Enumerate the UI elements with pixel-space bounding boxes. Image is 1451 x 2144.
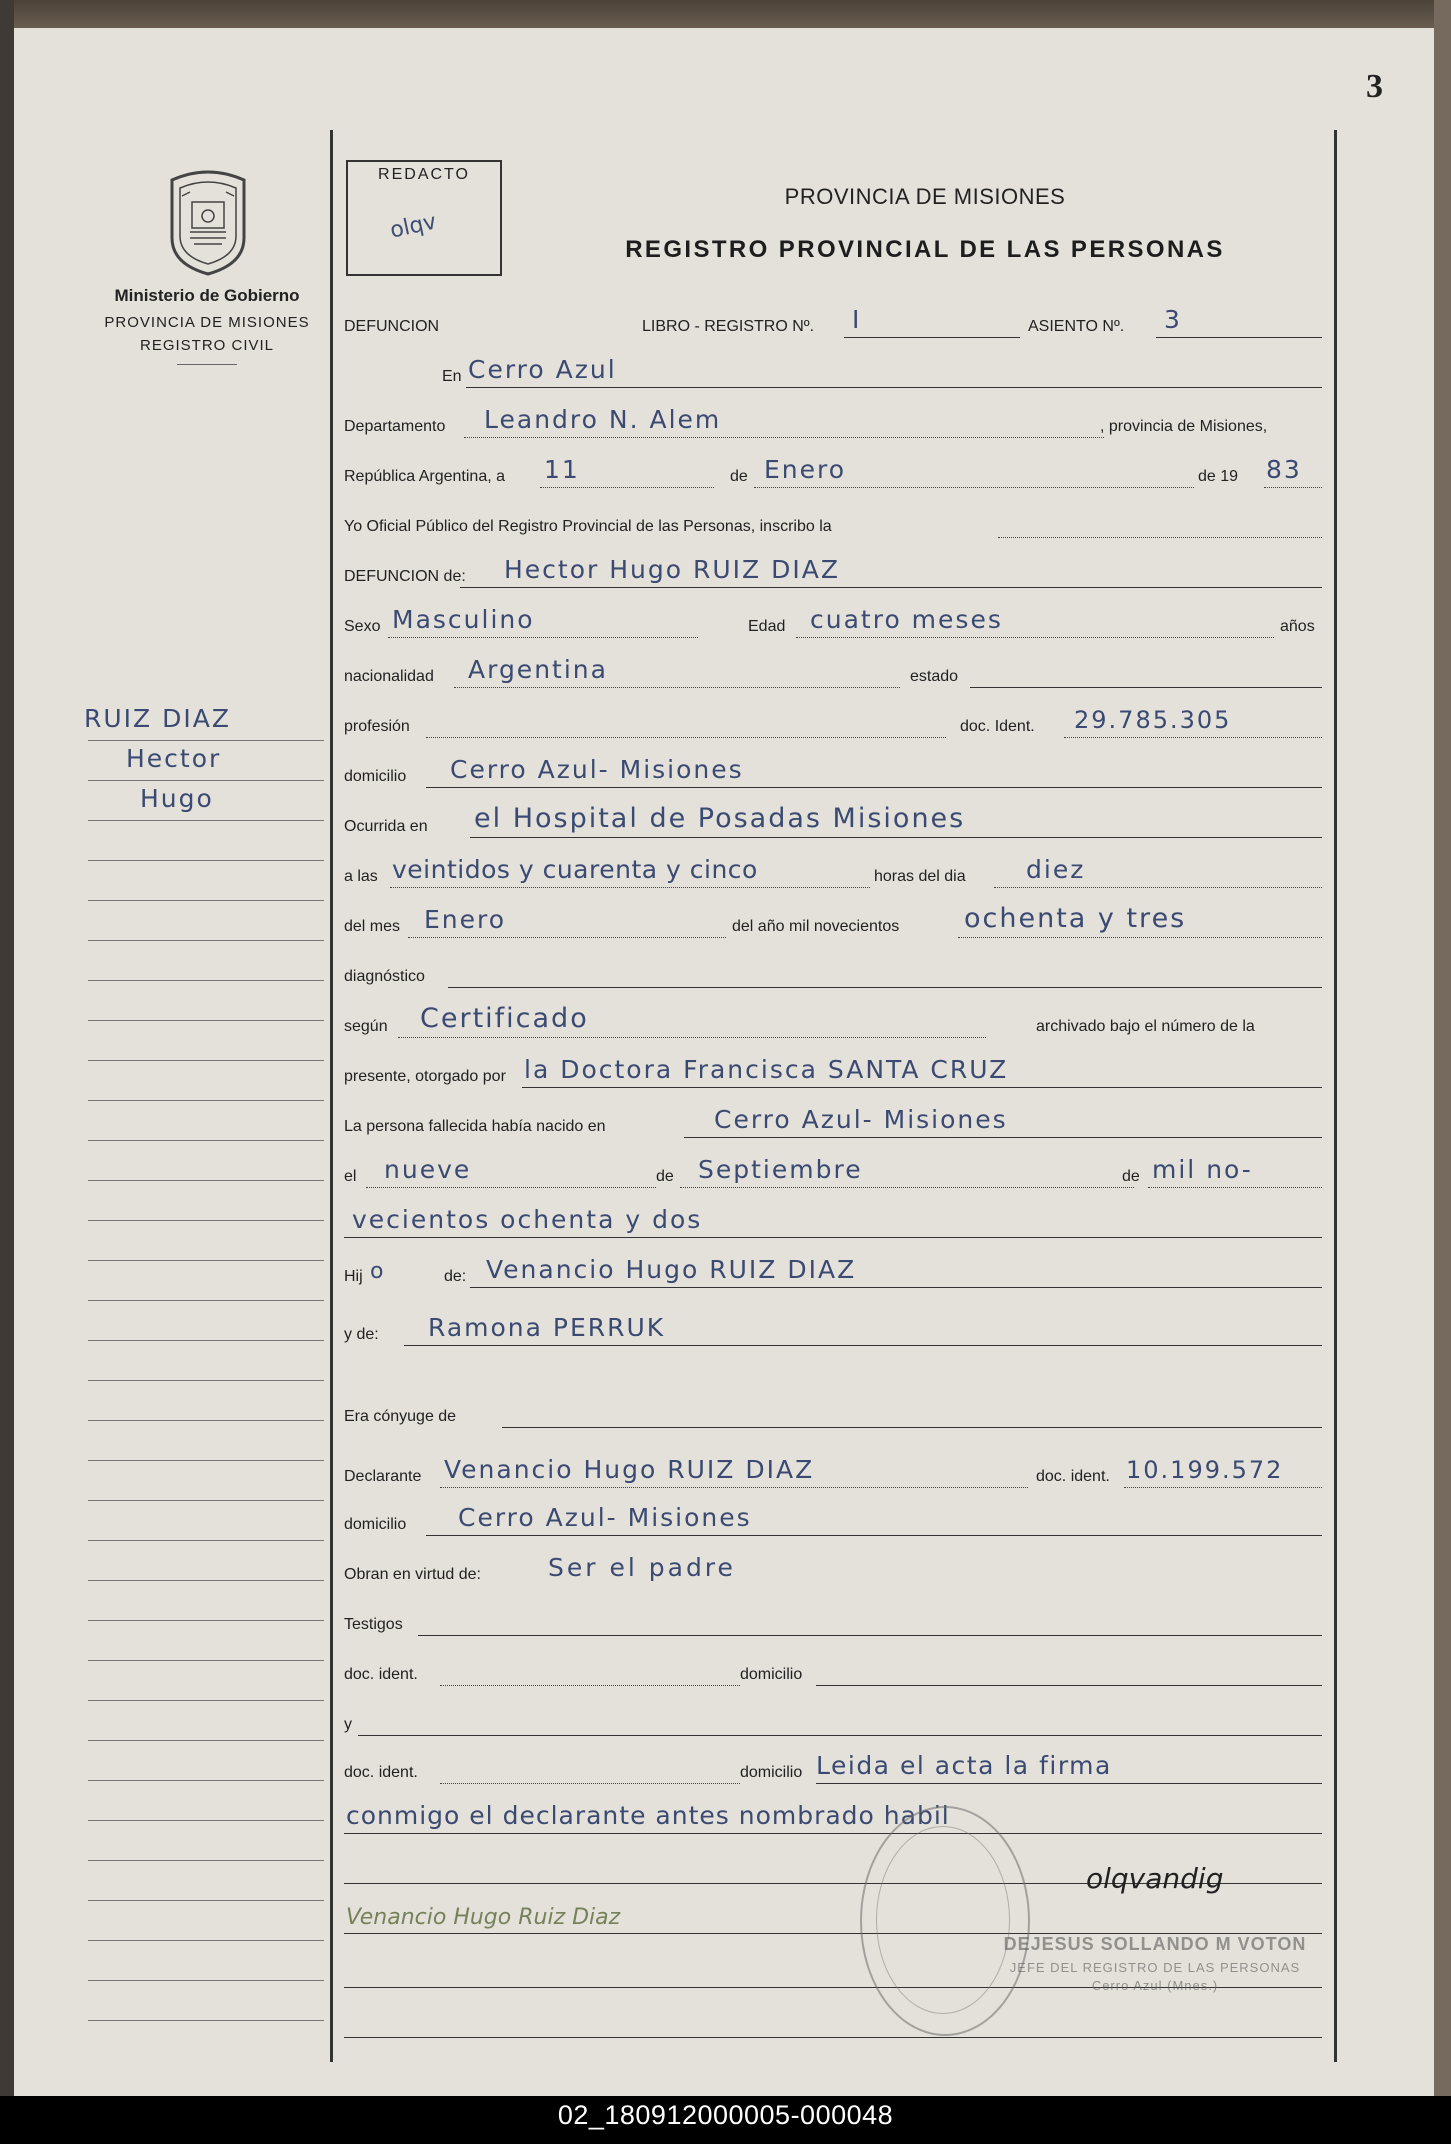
- declarante-doc-label: doc. ident.: [1036, 1468, 1110, 1485]
- oficial-text: Yo Oficial Público del Registro Provincial de las Personas, inscribo la: [344, 518, 832, 535]
- segun-line: [398, 1037, 986, 1038]
- row-a-las: [344, 846, 1324, 896]
- de2-label: de: [656, 1168, 674, 1185]
- profesion-label: profesión: [344, 718, 410, 735]
- declarante-doc-value: 10.199.572: [1126, 1456, 1284, 1484]
- closing-line-2: conmigo el declarante antes nombrado habil: [346, 1801, 950, 1830]
- margin-rule-line: [88, 1900, 324, 1901]
- departamento-line: [464, 437, 1104, 438]
- row-hijo: [344, 1246, 1324, 1296]
- obran-value: Ser el padre: [548, 1553, 736, 1582]
- y-de-label: y de:: [344, 1326, 379, 1343]
- margin-rule-line: [88, 1340, 324, 1341]
- sexo-value: Masculino: [392, 605, 535, 634]
- oficial-line: [998, 537, 1322, 538]
- doc-ident2-label: doc. ident.: [344, 1666, 418, 1683]
- margin-rule-left: [330, 130, 333, 2062]
- scan-reference: 02_180912000005-000048: [557, 2100, 894, 2130]
- scan-top-edge: [0, 0, 1451, 28]
- margin-note-name2: Hugo: [140, 784, 214, 813]
- departamento-value: Leandro N. Alem: [484, 405, 722, 434]
- mes-line: [754, 487, 1194, 488]
- domicilio-value: Cerro Azul- Misiones: [450, 755, 744, 784]
- stamp-line-1: DEJESUS SOLLANDO M VOTON: [1003, 1934, 1307, 1954]
- row-ocurrida: [344, 796, 1324, 846]
- margin-note-name1: Hector: [126, 744, 222, 773]
- del-mes-value: Enero: [424, 905, 507, 934]
- asiento-label: ASIENTO Nº.: [1028, 318, 1125, 335]
- libro-value: I: [852, 305, 862, 334]
- a-las-value: veintidos y cuarenta y cinco: [392, 855, 758, 884]
- declarante-value: Venancio Hugo RUIZ DIAZ: [444, 1455, 815, 1484]
- mes-value: Enero: [764, 455, 847, 484]
- row-obran: [344, 1544, 1324, 1594]
- en-line: [466, 387, 1322, 388]
- horas-value: diez: [1026, 855, 1086, 884]
- row-en: [344, 346, 1324, 396]
- row-fecha-nacimiento: [344, 1146, 1324, 1196]
- libro-line: [844, 337, 1020, 338]
- y-line: [358, 1735, 1322, 1736]
- redacto-label: REDACTO: [378, 166, 470, 183]
- domicilio4-label: domicilio: [740, 1764, 803, 1781]
- domicilio2-label: domicilio: [344, 1516, 407, 1533]
- del-ano-label: del año mil novecientos: [732, 918, 900, 935]
- redacto-initials: olqv: [387, 209, 439, 244]
- a-las-label: a las: [344, 868, 378, 885]
- margin-rule-line: [88, 1580, 324, 1581]
- hijo-line: [470, 1287, 1322, 1288]
- estado-label: estado: [910, 668, 959, 685]
- domicilio2-line: [426, 1535, 1322, 1536]
- archivado-label: archivado bajo el número de la: [1036, 1018, 1255, 1035]
- margin-rule-line: [88, 860, 324, 861]
- margin-rule-line: [88, 900, 324, 901]
- ocurrida-label: Ocurrida en: [344, 818, 428, 835]
- margin-rule-line: [88, 1500, 324, 1501]
- el-label: el: [344, 1168, 357, 1185]
- margin-rule-line: [88, 1620, 324, 1621]
- row-oficial: [344, 496, 1324, 546]
- margin-rule-right: [1334, 130, 1337, 2062]
- stamp-line-2: JEFE DEL REGISTRO DE LAS PERSONAS: [1009, 1960, 1301, 1975]
- departamento-label: Departamento: [344, 418, 446, 435]
- ministry-block: [82, 286, 332, 365]
- margin-rule-line: [88, 1740, 324, 1741]
- obran-label: Obran en virtud de:: [344, 1566, 481, 1583]
- defuncion-de-value: Hector Hugo RUIZ DIAZ: [504, 555, 840, 584]
- provincia-suffix: , provincia de Misiones,: [1100, 418, 1268, 435]
- el-line: [366, 1187, 656, 1188]
- row-conyuge: [344, 1386, 1324, 1436]
- de3-line: [1148, 1187, 1322, 1188]
- row-act-header: [344, 296, 1324, 346]
- margin-rule-line: [88, 1180, 324, 1181]
- margin-rule-line: [88, 1460, 324, 1461]
- row-defuncion-de: [344, 546, 1324, 596]
- blank-line: [344, 2037, 1322, 2038]
- de-label: de: [730, 468, 748, 485]
- del-ano-line: [958, 937, 1322, 938]
- segun-label: según: [344, 1018, 388, 1035]
- nacionalidad-label: nacionalidad: [344, 668, 434, 685]
- margin-note-surname: RUIZ DIAZ: [84, 704, 231, 733]
- domicilio4-line: [816, 1783, 1322, 1784]
- stamp-line-3: Cerro Azul (Mnes.): [1091, 1978, 1219, 1993]
- sexo-label: Sexo: [344, 618, 381, 635]
- row-profesion: [344, 696, 1324, 746]
- year-prefix: de 19: [1198, 468, 1239, 485]
- en-value: Cerro Azul: [468, 355, 617, 384]
- del-mes-label: del mes: [344, 918, 401, 935]
- row-nacido: [344, 1096, 1324, 1146]
- domicilio2-value: Cerro Azul- Misiones: [458, 1503, 752, 1532]
- presente-label: presente, otorgado por: [344, 1068, 506, 1085]
- ministry-divider: [177, 364, 237, 365]
- margin-rule-line: [88, 1100, 324, 1101]
- y-de-line: [404, 1345, 1322, 1346]
- de3-label: de: [1122, 1168, 1140, 1185]
- defuncion-de-line: [460, 587, 1322, 588]
- row-declarante: [344, 1446, 1324, 1496]
- doc-ident3-line: [440, 1783, 740, 1784]
- margin-rule-line: [88, 1700, 324, 1701]
- nacido-line: [684, 1137, 1322, 1138]
- doc-ident-value: 29.785.305: [1074, 706, 1232, 734]
- row-domicilio: [344, 746, 1324, 796]
- doc-ident-label: doc. Ident.: [960, 718, 1035, 735]
- anos-label: años: [1280, 618, 1315, 635]
- redacto-box: [346, 160, 502, 276]
- defuncion-de-label: DEFUNCION de:: [344, 568, 466, 585]
- ocurrida-line: [470, 837, 1322, 838]
- domicilio-label: domicilio: [344, 768, 407, 785]
- row-blank-4: [344, 1996, 1324, 2046]
- row-nacionalidad: [344, 646, 1324, 696]
- hijo-value: Venancio Hugo RUIZ DIAZ: [486, 1255, 857, 1284]
- edad-value: cuatro meses: [810, 605, 1003, 634]
- presente-line: [522, 1087, 1322, 1088]
- margin-rule-line: [88, 780, 324, 781]
- a-las-line: [390, 887, 870, 888]
- de3-value: mil no-: [1152, 1155, 1253, 1184]
- page-number: 3: [1366, 68, 1383, 105]
- el-value: nueve: [384, 1155, 472, 1184]
- edad-label: Edad: [748, 618, 786, 635]
- y-de-value: Ramona PERRUK: [428, 1313, 666, 1342]
- row-testigos: [344, 1594, 1324, 1644]
- nacionalidad-value: Argentina: [468, 655, 608, 684]
- row-presente: [344, 1046, 1324, 1096]
- margin-rule-line: [88, 1060, 324, 1061]
- ministry-name: Ministerio de Gobierno: [114, 286, 300, 305]
- provincial-seal-icon: [162, 168, 254, 276]
- margin-rule-line: [88, 1020, 324, 1021]
- diagnostico-line: [448, 987, 1322, 988]
- row-segun: [344, 996, 1324, 1046]
- testigos-label: Testigos: [344, 1616, 403, 1633]
- profesion-line: [426, 737, 946, 738]
- continuacion-line: [344, 1237, 1322, 1238]
- row-testigo2: [344, 1694, 1324, 1744]
- margin-rule-line: [88, 1540, 324, 1541]
- margin-rule-line: [88, 1220, 324, 1221]
- signature-declarante: Venancio Hugo Ruiz Diaz: [346, 1905, 621, 1930]
- del-mes-line: [408, 937, 726, 938]
- closing-line-1: Leida el acta la firma: [816, 1751, 1112, 1780]
- row-testigo1-doc: [344, 1644, 1324, 1694]
- row-continuacion: [344, 1196, 1324, 1246]
- margin-rule-line: [88, 980, 324, 981]
- diagnostico-label: diagnóstico: [344, 968, 425, 985]
- margin-rule-line: [88, 1860, 324, 1861]
- sexo-line: [388, 637, 698, 638]
- ministry-province: PROVINCIA DE MISIONES: [104, 314, 310, 331]
- ministry-registry: REGISTRO CIVIL: [139, 337, 275, 354]
- margin-rule-line: [88, 940, 324, 941]
- row-y-de: [344, 1304, 1324, 1354]
- book-binding: [0, 0, 14, 2144]
- title-registry: REGISTRO PROVINCIAL DE LAS PERSONAS: [625, 236, 1225, 263]
- conyuge-line: [502, 1427, 1322, 1428]
- y-label: y: [344, 1716, 352, 1733]
- nacionalidad-line: [454, 687, 900, 688]
- signature-officer: olqvandig: [1086, 1862, 1224, 1895]
- asiento-line: [1156, 337, 1322, 338]
- margin-rule-line: [88, 1300, 324, 1301]
- conyuge-label: Era cónyuge de: [344, 1408, 457, 1425]
- row-fecha: [344, 446, 1324, 496]
- de2-value: Septiembre: [698, 1155, 863, 1184]
- doc-ident3-label: doc. ident.: [344, 1764, 418, 1781]
- estado-line: [970, 687, 1322, 688]
- margin-rule-line: [88, 1820, 324, 1821]
- year-value: 83: [1266, 455, 1302, 484]
- margin-rule-line: [88, 1780, 324, 1781]
- row-domicilio-declarante: [344, 1494, 1324, 1544]
- ocurrida-value: el Hospital de Posadas Misiones: [474, 803, 966, 834]
- asiento-value: 3: [1164, 305, 1182, 334]
- horas-label: horas del dia: [874, 868, 966, 885]
- domicilio3-line: [816, 1685, 1322, 1686]
- row-diagnostico: [344, 946, 1324, 996]
- edad-line: [796, 637, 1274, 638]
- libro-label: LIBRO - REGISTRO Nº.: [642, 318, 815, 335]
- domicilio-line: [426, 787, 1322, 788]
- segun-value: Certificado: [420, 1003, 589, 1034]
- del-ano-value: ochenta y tres: [964, 903, 1187, 934]
- margin-rule-line: [88, 1940, 324, 1941]
- hijo-de-label: de:: [444, 1268, 467, 1285]
- margin-rule-line: [88, 1980, 324, 1981]
- row-del-mes: [344, 896, 1324, 946]
- doc-ident2-line: [440, 1685, 740, 1686]
- declarante-doc-line: [1124, 1487, 1322, 1488]
- de2-line: [680, 1187, 1134, 1188]
- margin-rule-line: [88, 820, 324, 821]
- closing-line: [344, 1833, 1322, 1834]
- nacido-label: La persona fallecida había nacido en: [344, 1118, 606, 1135]
- margin-rule-line: [88, 740, 324, 741]
- hijo-suffix: o: [370, 1259, 386, 1284]
- en-label: En: [442, 368, 462, 385]
- republica-label: República Argentina, a: [344, 468, 505, 485]
- domicilio3-label: domicilio: [740, 1666, 803, 1683]
- title-province: PROVINCIA DE MISIONES: [784, 184, 1066, 209]
- year-line: [1264, 487, 1322, 488]
- declarante-line: [440, 1487, 1028, 1488]
- dia-value: 11: [544, 455, 580, 484]
- presente-value: la Doctora Francisca SANTA CRUZ: [524, 1055, 1009, 1084]
- scan-right-edge: [1434, 0, 1451, 2144]
- margin-rule-line: [88, 1660, 324, 1661]
- hijo-label: Hij: [344, 1268, 363, 1285]
- act-type-label: DEFUNCION: [344, 318, 440, 335]
- margin-rule-line: [88, 1380, 324, 1381]
- row-closing: [344, 1792, 1324, 1842]
- margin-rule-line: [88, 1140, 324, 1141]
- testigos-line: [418, 1635, 1322, 1636]
- doc-ident-line: [1064, 737, 1322, 738]
- declarante-label: Declarante: [344, 1468, 422, 1485]
- nacido-value: Cerro Azul- Misiones: [714, 1105, 1008, 1134]
- row-testigo2-doc: [344, 1742, 1324, 1792]
- row-sexo-edad: [344, 596, 1324, 646]
- row-departamento: [344, 396, 1324, 446]
- dia-line: [540, 487, 714, 488]
- continuacion-value: vecientos ochenta y dos: [352, 1205, 703, 1234]
- margin-rule-line: [88, 1420, 324, 1421]
- horas-line: [994, 887, 1322, 888]
- margin-rule-line: [88, 1260, 324, 1261]
- margin-rule-line: [88, 2020, 324, 2021]
